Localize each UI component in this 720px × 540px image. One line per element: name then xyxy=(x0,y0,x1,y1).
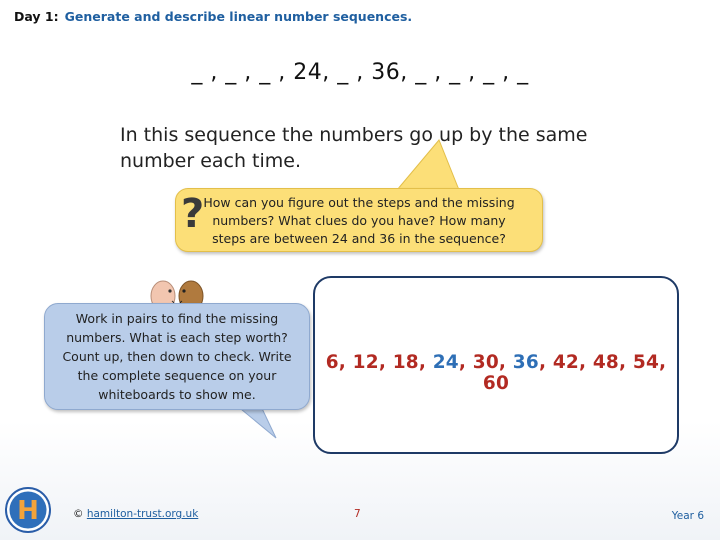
year-label: Year 6 xyxy=(671,510,704,522)
answer-number: 54 xyxy=(632,352,660,373)
answer-number: 12 xyxy=(352,352,379,373)
answer-number: 48 xyxy=(592,352,620,373)
answer-panel xyxy=(313,276,679,454)
slide-header xyxy=(14,9,412,24)
answer-number: 24 xyxy=(432,352,459,373)
copyright-link[interactable]: hamilton-trust.org.uk xyxy=(86,508,199,520)
sequence-statement: In this sequence the numbers go up by the same number each time. xyxy=(120,124,588,172)
pair-work-text: Work in pairs to find the missing numbers. What is each step worth? Count up, then down to check. Write the complete sequence on your whiteboards to show me. xyxy=(62,311,292,402)
hamilton-logo-icon xyxy=(4,486,52,534)
page-number: 7 xyxy=(354,508,361,520)
pair-work-bubble xyxy=(44,303,310,410)
answer-number: 18 xyxy=(392,352,419,373)
logo-letter: H xyxy=(17,496,39,526)
question-mark-icon: ? xyxy=(181,191,205,237)
day-label: Day 1: xyxy=(14,9,59,24)
answer-number: 36 xyxy=(512,352,539,373)
answer-number: 30 xyxy=(472,352,499,373)
answer-number: 6 xyxy=(325,352,339,373)
answer-number: 42 xyxy=(552,352,579,373)
lesson-topic: Generate and describe linear number sequences. xyxy=(64,9,413,24)
number-sequence: _ , _ , _ , 24, _ , 36, _ , _ , _ , _ xyxy=(191,60,529,85)
answer-sequence: 6, 12, 18, 24, 30, 36, 42, 48, 54, 60 xyxy=(325,352,667,394)
question-bubble xyxy=(175,188,543,252)
copyright xyxy=(73,508,198,520)
copyright-symbol: © xyxy=(73,508,84,520)
answer-number: 60 xyxy=(482,373,510,394)
question-bubble-text: How can you figure out the steps and the missing numbers? What clues do you have? How many steps are between 24 and 36 in the sequence? xyxy=(203,195,515,246)
